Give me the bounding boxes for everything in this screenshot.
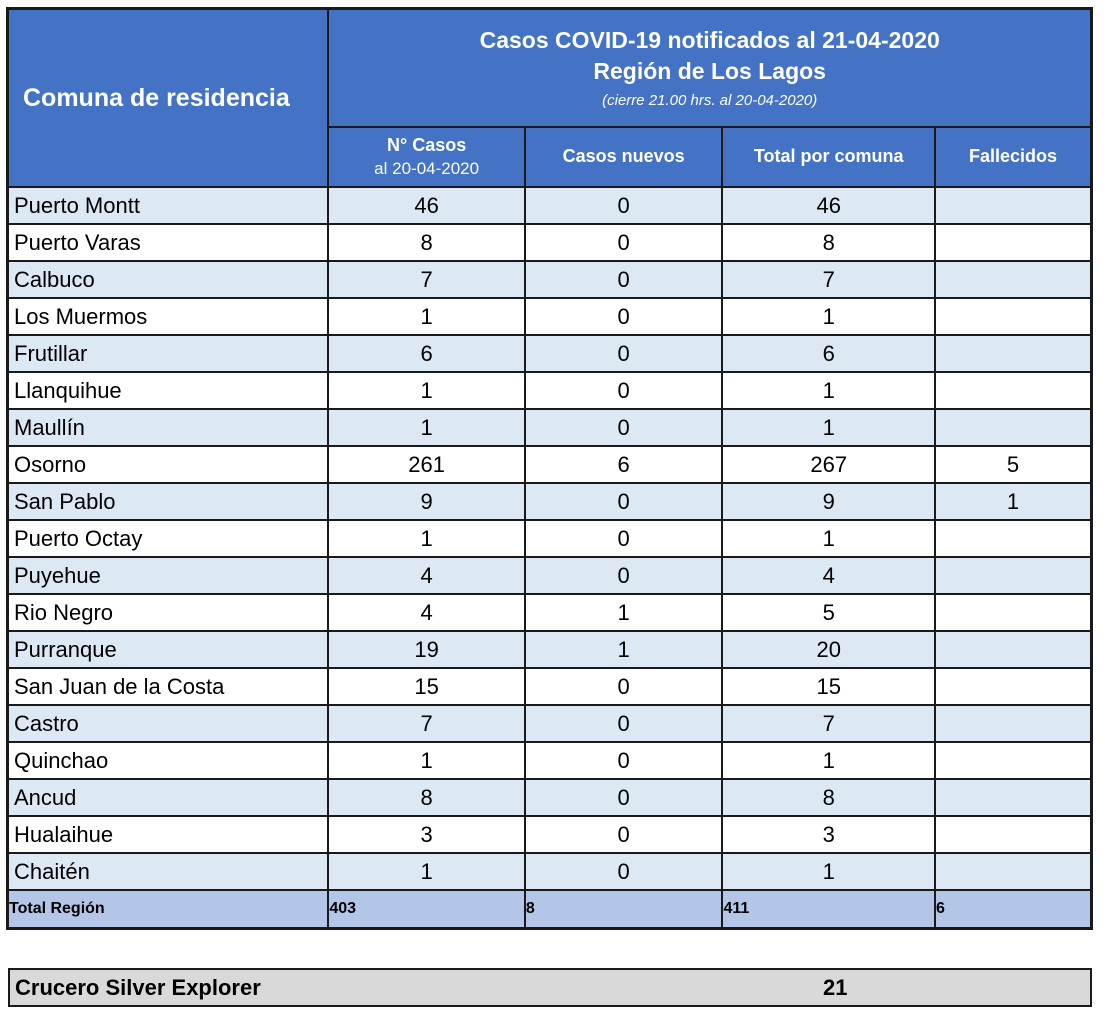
cell-comuna: Los Muermos: [8, 298, 329, 335]
total-casos: 403: [328, 890, 525, 929]
cell-comuna: San Pablo: [8, 483, 329, 520]
cell-fallecidos: [935, 853, 1091, 890]
header-fallecidos: Fallecidos: [935, 127, 1091, 187]
cell-nuevos: 0: [525, 224, 723, 261]
cell-nuevos: 1: [525, 594, 723, 631]
cell-total: 1: [722, 742, 935, 779]
cell-nuevos: 0: [525, 372, 723, 409]
cell-comuna: Hualaihue: [8, 816, 329, 853]
cell-casos: 1: [328, 520, 525, 557]
cell-total: 267: [722, 446, 935, 483]
cell-total: 1: [722, 853, 935, 890]
total-row: [8, 890, 1092, 929]
total-total: 411: [722, 890, 935, 929]
cell-fallecidos: [935, 594, 1091, 631]
cell-casos: 261: [328, 446, 525, 483]
cell-comuna: Castro: [8, 705, 329, 742]
total-label: Total Región: [8, 890, 329, 929]
cell-nuevos: 0: [525, 298, 723, 335]
cell-total: 4: [722, 557, 935, 594]
cell-nuevos: 0: [525, 557, 723, 594]
header-casos-date: al 20-04-2020: [374, 158, 480, 178]
cell-nuevos: 1: [525, 631, 723, 668]
cell-nuevos: 0: [525, 779, 723, 816]
table-row: [8, 557, 1092, 594]
cell-comuna: Puerto Octay: [8, 520, 329, 557]
cell-casos: 15: [328, 668, 525, 705]
cell-comuna: San Juan de la Costa: [8, 668, 329, 705]
table-row: [8, 631, 1092, 668]
cell-casos: 1: [328, 742, 525, 779]
cell-comuna: Quinchao: [8, 742, 329, 779]
cell-fallecidos: [935, 298, 1091, 335]
table-row: [8, 261, 1092, 298]
table-row: [8, 594, 1092, 631]
cruise-value: 21: [655, 969, 1091, 1006]
cell-comuna: Rio Negro: [8, 594, 329, 631]
cell-casos: 3: [328, 816, 525, 853]
cell-total: 1: [722, 520, 935, 557]
header-casos: [328, 127, 525, 187]
table-row: [8, 483, 1092, 520]
cell-casos: 7: [328, 705, 525, 742]
cell-total: 3: [722, 816, 935, 853]
cell-nuevos: 0: [525, 483, 723, 520]
total-nuevos: 8: [525, 890, 723, 929]
cell-casos: 9: [328, 483, 525, 520]
cell-comuna: Osorno: [8, 446, 329, 483]
title-line-1: Casos COVID-19 notificados al 21-04-2020: [479, 26, 940, 53]
cell-nuevos: 0: [525, 187, 723, 224]
cell-nuevos: 0: [525, 816, 723, 853]
cell-casos: 8: [328, 224, 525, 261]
cell-fallecidos: [935, 372, 1091, 409]
cell-nuevos: 0: [525, 853, 723, 890]
header-comuna: Comuna de residencia: [8, 9, 329, 188]
cell-total: 5: [722, 594, 935, 631]
cruise-label: Crucero Silver Explorer: [9, 969, 655, 1006]
cell-total: 1: [722, 409, 935, 446]
cell-comuna: Puerto Montt: [8, 187, 329, 224]
cell-total: 8: [722, 224, 935, 261]
cell-fallecidos: [935, 187, 1091, 224]
table-row: [8, 816, 1092, 853]
cell-nuevos: 0: [525, 705, 723, 742]
cell-total: 46: [722, 187, 935, 224]
cell-total: 6: [722, 335, 935, 372]
cell-fallecidos: [935, 409, 1091, 446]
cell-comuna: Ancud: [8, 779, 329, 816]
cell-total: 15: [722, 668, 935, 705]
cell-comuna: Llanquihue: [8, 372, 329, 409]
cell-fallecidos: [935, 779, 1091, 816]
header-nuevos: Casos nuevos: [525, 127, 723, 187]
cell-fallecidos: 5: [935, 446, 1091, 483]
cell-comuna: Maullín: [8, 409, 329, 446]
cell-casos: 7: [328, 261, 525, 298]
table-row: [8, 668, 1092, 705]
cell-nuevos: 0: [525, 335, 723, 372]
cell-nuevos: 0: [525, 261, 723, 298]
table-row: [8, 187, 1092, 224]
total-fallecidos: 6: [935, 890, 1091, 929]
cell-nuevos: 0: [525, 668, 723, 705]
header-total: Total por comuna: [722, 127, 935, 187]
cell-total: 1: [722, 372, 935, 409]
title-line-3: (cierre 21.00 hrs. al 20-04-2020): [602, 91, 818, 109]
cell-fallecidos: 1: [935, 483, 1091, 520]
table-row: [8, 779, 1092, 816]
cell-casos: 1: [328, 409, 525, 446]
cell-comuna: Purranque: [8, 631, 329, 668]
cell-fallecidos: [935, 816, 1091, 853]
cell-fallecidos: [935, 742, 1091, 779]
table-row: [8, 853, 1092, 890]
cruise-table: [8, 968, 1092, 1007]
table-row: [8, 446, 1092, 483]
cell-casos: 1: [328, 298, 525, 335]
header-casos-label: N° Casos: [387, 135, 467, 156]
cell-nuevos: 6: [525, 446, 723, 483]
table-row: [8, 409, 1092, 446]
cell-casos: 4: [328, 594, 525, 631]
title-line-2: Región de Los Lagos: [593, 57, 826, 84]
cell-fallecidos: [935, 261, 1091, 298]
cell-fallecidos: [935, 631, 1091, 668]
table-row: [8, 372, 1092, 409]
cell-total: 1: [722, 298, 935, 335]
cell-total: 20: [722, 631, 935, 668]
cell-comuna: Puerto Varas: [8, 224, 329, 261]
table-row: [8, 298, 1092, 335]
table-body: [8, 187, 1092, 890]
cell-fallecidos: [935, 335, 1091, 372]
cell-total: 7: [722, 261, 935, 298]
cell-total: 7: [722, 705, 935, 742]
cell-fallecidos: [935, 705, 1091, 742]
cell-total: 9: [722, 483, 935, 520]
table-row: [8, 742, 1092, 779]
cell-fallecidos: [935, 668, 1091, 705]
table-row: [8, 520, 1092, 557]
cell-casos: 19: [328, 631, 525, 668]
cell-fallecidos: [935, 224, 1091, 261]
table-row: [8, 705, 1092, 742]
covid-cases-table: [6, 7, 1093, 930]
cell-comuna: Frutillar: [8, 335, 329, 372]
cell-casos: 4: [328, 557, 525, 594]
table-row: [8, 335, 1092, 372]
cell-casos: 1: [328, 372, 525, 409]
cell-comuna: Chaitén: [8, 853, 329, 890]
cell-nuevos: 0: [525, 742, 723, 779]
cell-total: 8: [722, 779, 935, 816]
cell-casos: 1: [328, 853, 525, 890]
cell-casos: 46: [328, 187, 525, 224]
cell-comuna: Calbuco: [8, 261, 329, 298]
cruise-row: [9, 969, 1091, 1006]
cell-comuna: Puyehue: [8, 557, 329, 594]
table-row: [8, 224, 1092, 261]
table-title: [328, 9, 1091, 128]
cell-nuevos: 0: [525, 409, 723, 446]
cell-casos: 6: [328, 335, 525, 372]
cell-fallecidos: [935, 520, 1091, 557]
cell-fallecidos: [935, 557, 1091, 594]
cell-casos: 8: [328, 779, 525, 816]
cell-nuevos: 0: [525, 520, 723, 557]
